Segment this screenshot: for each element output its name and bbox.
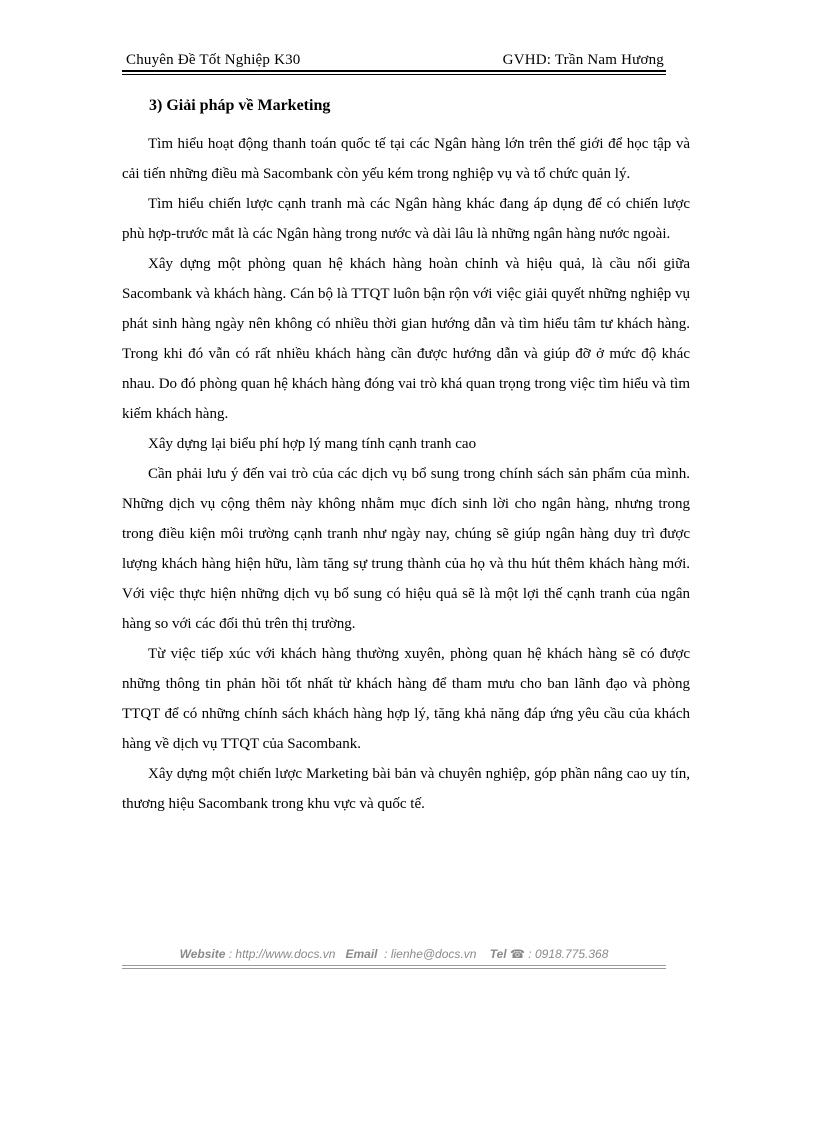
header-rule-thin xyxy=(122,74,666,75)
paragraph: Xây dựng một phòng quan hệ khách hàng hoàn chỉnh và hiệu quả, là cầu nối giữa Sacombank và khách hàng. Cán bộ là TTQT luôn bận rộn với việc giải quyết những nghiệp vụ phát sinh hàng ngày nên không có nhiều thời gian hướng dẫn và tìm hiểu tâm tư khách hàng. Trong khi đó vẫn có rất nhiều khách hàng cần được hướng dẫn và giúp đỡ ở mức độ khác nhau. Do đó phòng quan hệ khách hàng đóng vai trò khá quan trọng trong việc tìm hiểu và tìm kiếm khách hàng. xyxy=(122,256,690,422)
header-advisor: GVHD: Trần Nam Hương xyxy=(502,52,664,68)
header-document-title: Chuyên Đề Tốt Nghiệp K30 xyxy=(126,52,301,68)
footer-tel-label: Tel xyxy=(489,947,507,961)
footer-tel-value: : 0918.775.368 xyxy=(528,947,609,961)
page-header xyxy=(122,50,666,72)
paragraph: Xây dựng một chiến lược Marketing bài bản và chuyên nghiệp, góp phần nâng cao uy tín, thương hiệu Sacombank trong khu vực và quốc tế. xyxy=(122,766,690,812)
footer-email-link[interactable]: : lienhe@docs.vn xyxy=(384,947,477,961)
paragraph: Tìm hiểu hoạt động thanh toán quốc tế tại các Ngân hàng lớn trên thế giới để học tập và cải tiến những điều mà Sacombank còn yếu kém trong nghiệp vụ và tổ chức quản lý. xyxy=(122,136,690,182)
paragraph: Xây dựng lại biểu phí hợp lý mang tính cạnh tranh cao xyxy=(148,436,477,452)
page-footer xyxy=(122,947,666,967)
footer-website-label: Website xyxy=(179,947,226,961)
footer-rule xyxy=(122,968,666,969)
section-heading: 3) Giải pháp về Marketing xyxy=(149,97,331,114)
footer-website-link[interactable]: : http://www.docs.vn xyxy=(228,947,336,961)
paragraph: Từ việc tiếp xúc với khách hàng thường xuyên, phòng quan hệ khách hàng sẽ có được những thông tin phản hồi tốt nhất từ khách hàng để tham mưu cho ban lãnh đạo và phòng TTQT để có những chính sách khách hàng hợp lý, tăng khả năng đáp ứng yêu cầu của khách hàng về dịch vụ TTQT của Sacombank. xyxy=(122,646,690,752)
page-content xyxy=(122,93,690,819)
header-rule-thick xyxy=(122,70,666,72)
paragraph: Cần phải lưu ý đến vai trò của các dịch vụ bổ sung trong chính sách sản phẩm của mình. Những dịch vụ cộng thêm này không nhằm mục đích sinh lời cho ngân hàng, nhưng trong trong điều kiện môi trường cạnh tranh như ngày nay, chúng sẽ giúp ngân hàng duy trì được lượng khách hàng hiện hữu, làm tăng sự trung thành của họ và thu hút thêm khách hàng mới. Với việc thực hiện những dịch vụ bổ sung có hiệu quả sẽ là một lợi thế cạnh tranh của ngân hàng so với các đối thủ trên thị trường. xyxy=(122,466,690,632)
footer-rule xyxy=(122,965,666,966)
footer-email-label: Email xyxy=(345,947,378,961)
paragraph: Tìm hiểu chiến lược cạnh tranh mà các Ngân hàng khác đang áp dụng để có chiến lược phù hợp-trước mắt là các Ngân hàng trong nước và dài lâu là những ngân hàng nước ngoài. xyxy=(122,196,690,242)
phone-icon: ☎ xyxy=(510,947,525,961)
